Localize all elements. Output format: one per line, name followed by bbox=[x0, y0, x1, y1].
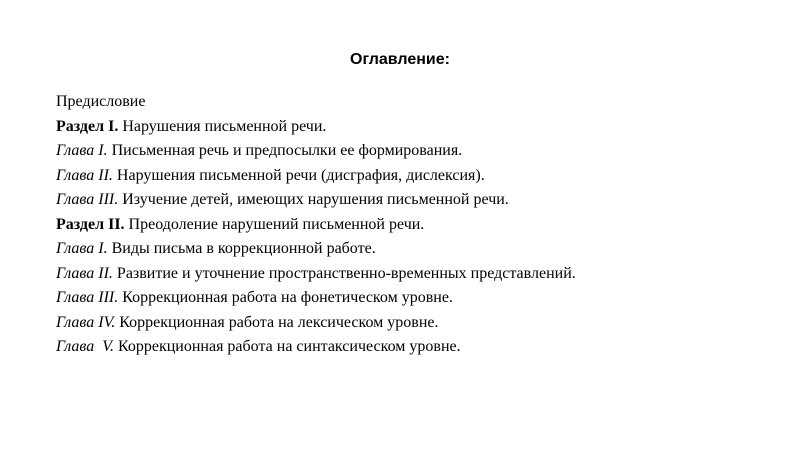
toc-item-text: Коррекционная работа на синтаксическом уровне. bbox=[113, 338, 461, 355]
toc-item-label: Глава I. bbox=[56, 240, 108, 257]
toc-item-label: Глава III. bbox=[56, 191, 119, 208]
toc-item-text: Преодоление нарушений письменной речи. bbox=[124, 215, 425, 233]
toc-item-text: Нарушения письменной речи (дисграфия, дислексия). bbox=[112, 166, 485, 184]
page-title: Оглавление: bbox=[350, 51, 450, 68]
toc-item-section-2 bbox=[56, 213, 776, 238]
toc-item-chapter bbox=[56, 164, 776, 189]
toc-item-chapter bbox=[56, 188, 776, 213]
toc-item-chapter bbox=[56, 286, 776, 311]
toc-item-label: Глава II. bbox=[56, 166, 113, 184]
toc-item-text: Изучение детей, имеющих нарушения письменной речи. bbox=[118, 191, 509, 208]
toc-item-label: Глава III. bbox=[56, 289, 119, 306]
toc-item-text: Нарушения письменной речи. bbox=[118, 117, 327, 135]
toc-item-text: Письменная речь и предпосылки ее формирования. bbox=[107, 142, 463, 159]
toc-item-chapter bbox=[56, 262, 776, 287]
toc-item-text: Виды письма в коррекционной работе. bbox=[107, 240, 376, 257]
toc-item-preface bbox=[56, 90, 776, 115]
toc-item-label: Глава I. bbox=[56, 142, 108, 159]
toc-item-chapter bbox=[56, 237, 776, 262]
toc-item-label: Раздел II. bbox=[56, 215, 125, 233]
toc-item-text: Коррекционная работа на лексическом уровне. bbox=[115, 313, 439, 331]
toc-item-section-1 bbox=[56, 115, 776, 140]
toc-item-chapter bbox=[56, 311, 776, 336]
toc-item-label: Глава II. bbox=[56, 264, 113, 282]
toc-item-chapter bbox=[56, 139, 776, 164]
toc-item-label: Глава IV. bbox=[56, 313, 116, 331]
toc-item-chapter bbox=[56, 335, 776, 360]
table-of-contents bbox=[56, 90, 776, 360]
toc-item-text: Развитие и уточнение пространственно-временных представлений. bbox=[112, 264, 576, 282]
toc-item-text: Предисловие bbox=[56, 93, 146, 110]
toc-item-text: Коррекционная работа на фонетическом уровне. bbox=[118, 289, 453, 306]
toc-item-label: Глава V. bbox=[56, 338, 114, 355]
toc-item-label: Раздел I. bbox=[56, 117, 119, 135]
